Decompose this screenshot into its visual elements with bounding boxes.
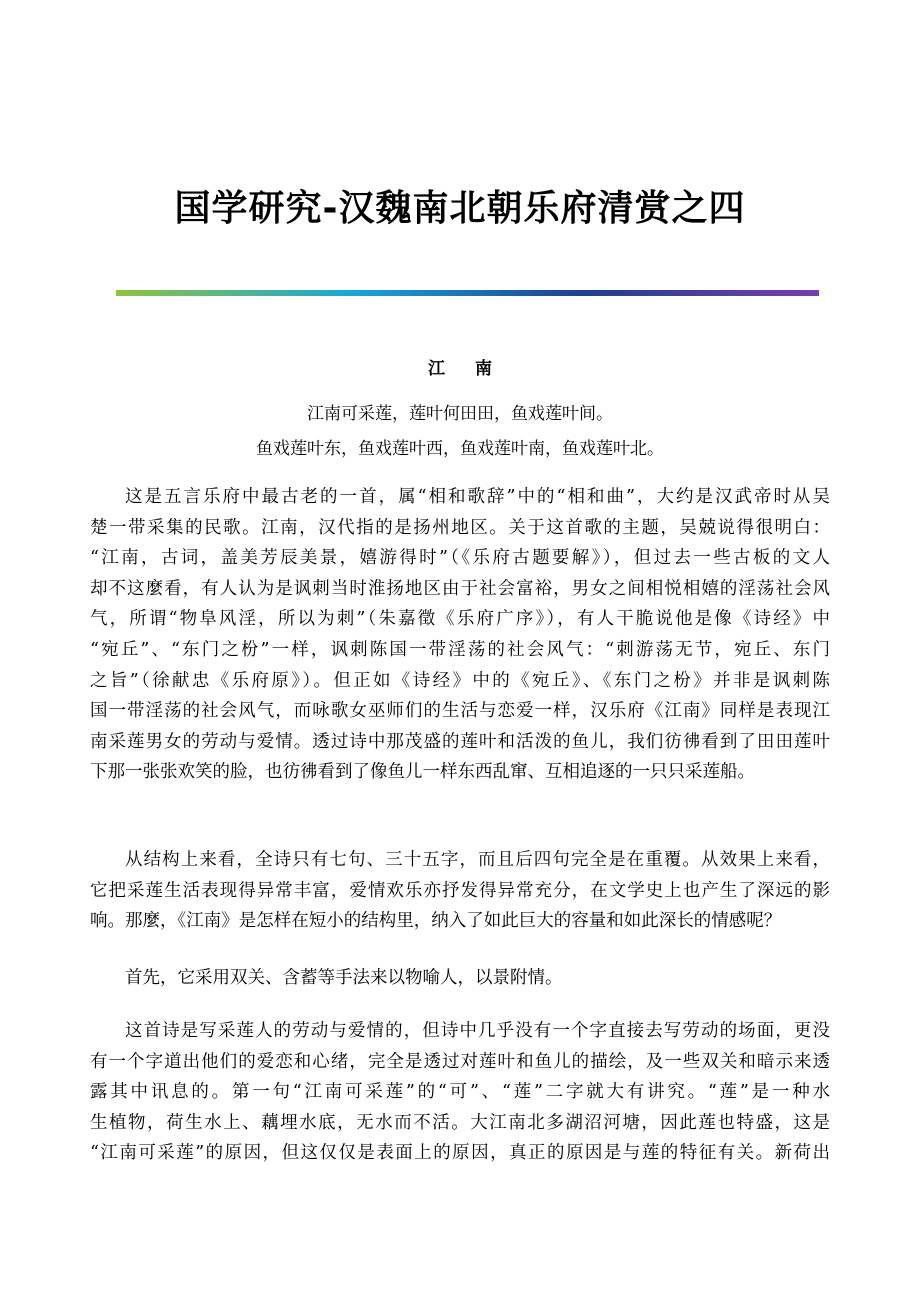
paragraph-line: “宛丘”、“东门之枌”一样，讽刺陈国一带淫荡的社会风气：“刺游荡无节，宛丘、东门	[90, 639, 830, 660]
paragraph-line: 从结构上来看，全诗只有七句、三十五字，而且后四句完全是在重覆。从效果上来看，	[125, 850, 830, 870]
poem-line: 江南可采莲，莲叶何田田，鱼戏莲叶间。	[307, 404, 613, 424]
paragraph-line: 有一个字道出他们的爱恋和心绪，完全是透过对莲叶和鱼儿的描绘，及一些双关和暗示来透	[90, 1051, 830, 1072]
page-title: 国学研究-汉魏南北朝乐府清赏之四	[174, 188, 746, 229]
paragraph-line: “江南，古词，盖美芳辰美景，嬉游得时”（《乐府古题要解》），但过去一些古板的文人	[90, 548, 830, 569]
paragraph-line: 这是五言乐府中最古老的一首，属“相和歌辞”中的“相和曲”，大约是汉武帝时从吴	[125, 487, 830, 507]
body-paragraph	[90, 845, 830, 937]
poem-line: 鱼戏莲叶东，鱼戏莲叶西，鱼戏莲叶南，鱼戏莲叶北。	[256, 439, 664, 459]
title-divider	[116, 290, 819, 296]
paragraph-line: 这首诗是写采莲人的劳动与爱情的，但诗中几乎没有一个字直接去写劳动的场面，更没	[125, 1021, 830, 1041]
body-paragraph	[90, 1016, 830, 1169]
paragraph-line: 楚一带采集的民歌。江南，汉代指的是扬州地区。关于这首歌的主题，吴兢说得很明白：	[90, 517, 830, 538]
body-paragraph	[90, 963, 830, 994]
paragraph-line: 它把采莲生活表现得异常丰富，爱情欢乐亦抒发得异常充分，在文学史上也产生了深远的影	[90, 880, 830, 901]
paragraph-line: 首先，它采用双关、含蓄等手法来以物喻人，以景附情。	[125, 968, 563, 988]
paragraph-line: 之旨”（徐献忠《乐府原》）。但正如《诗经》中的《宛丘》、《东门之枌》并非是讽刺陈	[90, 670, 830, 691]
paragraph-line: 露其中讯息的。第一句“江南可采莲”的“可”、“莲”二字就大有讲究。“莲”是一种水	[90, 1082, 830, 1103]
paragraph-line: 生植物，荷生水上、藕埋水底，无水而不活。大江南北多湖沼河塘，因此莲也特盛，这是	[90, 1112, 830, 1133]
paragraph-line: 却不这麼看，有人认为是讽刺当时淮扬地区由于社会富裕，男女之间相悦相嬉的淫荡社会风	[90, 578, 830, 599]
paragraph-line: 南采莲男女的劳动与爱情。透过诗中那茂盛的莲叶和活泼的鱼儿，我们彷彿看到了田田莲叶	[90, 731, 830, 752]
paragraph-line: 响。那麼，《江南》是怎样在短小的结构里，纳入了如此巨大的容量和如此深长的情感呢？	[90, 911, 782, 932]
paragraph-line: “江南可采莲”的原因，但这仅仅是表面上的原因，真正的原因是与莲的特征有关。新荷出	[90, 1143, 830, 1164]
paragraph-line: 国一带淫荡的社会风气，而咏歌女巫师们的生活与恋爱一样，汉乐府《江南》同样是表现江	[90, 701, 830, 722]
paragraph-line: 下那一张张欢笑的脸，也彷彿看到了像鱼儿一样东西乱窜、互相追逐的一只只采莲船。	[90, 762, 755, 783]
paragraph-line: 气，所谓“物阜风淫，所以为刺”（朱嘉徵《乐府广序》），有人干脆说他是像《诗经》中	[90, 609, 830, 630]
poem-title: 江 南	[428, 359, 504, 379]
body-paragraph	[90, 482, 830, 788]
